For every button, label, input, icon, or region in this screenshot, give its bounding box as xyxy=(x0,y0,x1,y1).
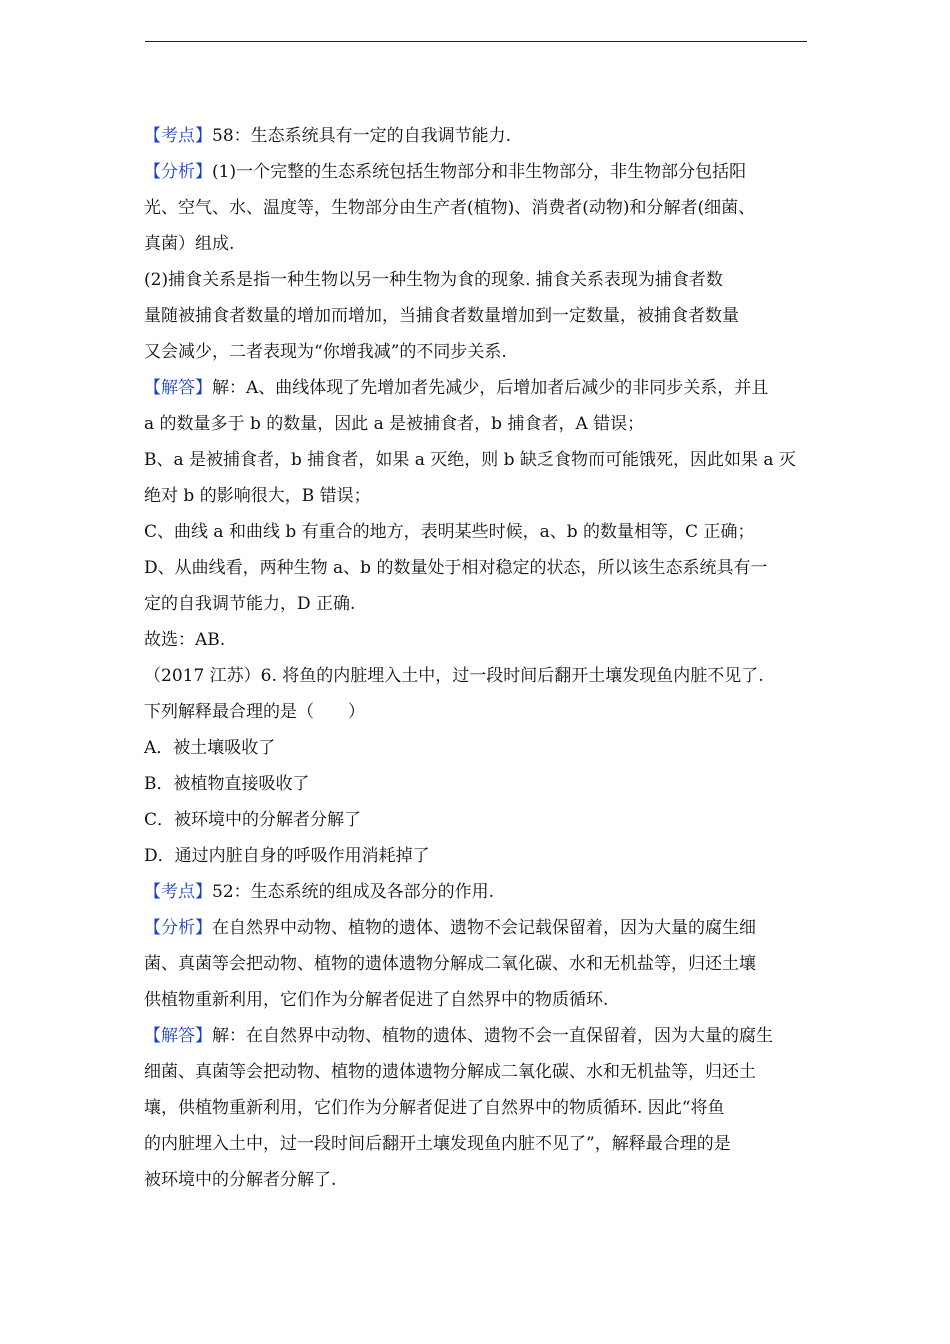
text-line xyxy=(144,334,808,370)
text-line xyxy=(144,658,808,694)
line-text: C、曲线 a 和曲线 b 有重合的地方，表明某些时候，a、b 的数量相等，C 正确； xyxy=(144,522,755,542)
line-text: B．被植物直接吸收了 xyxy=(144,774,310,794)
text-line xyxy=(144,1126,808,1162)
line-text: 真菌）组成. xyxy=(144,234,235,254)
text-line xyxy=(144,1018,808,1054)
line-text: 细菌、真菌等会把动物、植物的遗体遗物分解成二氧化碳、水和无机盐等，归还土 xyxy=(144,1062,756,1082)
text-line xyxy=(144,838,808,874)
text-line xyxy=(144,226,808,262)
line-text: (1)一个完整的生态系统包括生物部分和非生物部分，非生物部分包括阳 xyxy=(212,162,747,182)
text-line xyxy=(144,190,808,226)
text-line xyxy=(144,946,808,982)
text-line xyxy=(144,1090,808,1126)
header-rule xyxy=(145,41,807,42)
text-line xyxy=(144,514,808,550)
line-text: （2017 江苏）6. 将鱼的内脏埋入土中，过一段时间后翻开土壤发现鱼内脏不见了. xyxy=(144,666,764,686)
text-line xyxy=(144,478,808,514)
line-text: A．被土壤吸收了 xyxy=(144,738,276,758)
line-text: 的内脏埋入土中，过一段时间后翻开土壤发现鱼内脏不见了”，解释最合理的是 xyxy=(144,1134,731,1154)
line-text: (2)捕食关系是指一种生物以另一种生物为食的现象. 捕食关系表现为捕食者数 xyxy=(144,270,723,290)
text-line xyxy=(144,550,808,586)
section-tag: 【分析】 xyxy=(144,918,212,938)
text-line xyxy=(144,370,808,406)
line-text: 解：在自然界中动物、植物的遗体、遗物不会一直保留着，因为大量的腐生 xyxy=(212,1026,773,1046)
line-text: 在自然界中动物、植物的遗体、遗物不会记载保留着，因为大量的腐生细 xyxy=(212,918,756,938)
text-line xyxy=(144,982,808,1018)
line-text: B、a 是被捕食者，b 捕食者，如果 a 灭绝，则 b 缺乏食物而可能饿死，因此如果 a 灭 xyxy=(144,450,796,470)
line-text: 绝对 b 的影响很大，B 错误； xyxy=(144,486,371,506)
line-text: 壤，供植物重新利用，它们作为分解者促进了自然界中的物质循环. 因此“将鱼 xyxy=(144,1098,725,1118)
text-line xyxy=(144,730,808,766)
line-text: C．被环境中的分解者分解了 xyxy=(144,810,362,830)
section-tag: 【解答】 xyxy=(144,1026,212,1046)
document-body xyxy=(144,118,808,1198)
text-line xyxy=(144,154,808,190)
section-tag: 【考点】 xyxy=(144,126,212,146)
line-text: D、从曲线看，两种生物 a、b 的数量处于相对稳定的状态，所以该生态系统具有一 xyxy=(144,558,768,578)
line-text: a 的数量多于 b 的数量，因此 a 是被捕食者，b 捕食者，A 错误； xyxy=(144,414,645,434)
line-text: D．通过内脏自身的呼吸作用消耗掉了 xyxy=(144,846,430,866)
text-line xyxy=(144,910,808,946)
text-line xyxy=(144,262,808,298)
text-line xyxy=(144,622,808,658)
line-text: 解：A、曲线体现了先增加者先减少，后增加者后减少的非同步关系，并且 xyxy=(212,378,769,398)
text-line xyxy=(144,1054,808,1090)
text-line xyxy=(144,1162,808,1198)
text-line xyxy=(144,586,808,622)
section-tag: 【考点】 xyxy=(144,882,212,902)
line-text: 下列解释最合理的是（ ） xyxy=(144,702,365,722)
line-text: 菌、真菌等会把动物、植物的遗体遗物分解成二氧化碳、水和无机盐等，归还土壤 xyxy=(144,954,756,974)
text-line xyxy=(144,802,808,838)
line-text: 又会减少，二者表现为“你增我减”的不同步关系. xyxy=(144,342,507,362)
text-line xyxy=(144,442,808,478)
text-line xyxy=(144,694,808,730)
line-text: 58：生态系统具有一定的自我调节能力. xyxy=(212,126,512,146)
text-line xyxy=(144,298,808,334)
text-line xyxy=(144,118,808,154)
section-tag: 【分析】 xyxy=(144,162,212,182)
text-line xyxy=(144,874,808,910)
line-text: 52：生态系统的组成及各部分的作用. xyxy=(212,882,495,902)
line-text: 定的自我调节能力，D 正确. xyxy=(144,594,356,614)
line-text: 量随被捕食者数量的增加而增加，当捕食者数量增加到一定数量，被捕食者数量 xyxy=(144,306,739,326)
line-text: 被环境中的分解者分解了. xyxy=(144,1170,337,1190)
line-text: 故选：AB. xyxy=(144,630,226,650)
section-tag: 【解答】 xyxy=(144,378,212,398)
text-line xyxy=(144,766,808,802)
text-line xyxy=(144,406,808,442)
line-text: 供植物重新利用，它们作为分解者促进了自然界中的物质循环. xyxy=(144,990,609,1010)
line-text: 光、空气、水、温度等，生物部分由生产者(植物)、消费者(动物)和分解者(细菌、 xyxy=(144,198,756,218)
